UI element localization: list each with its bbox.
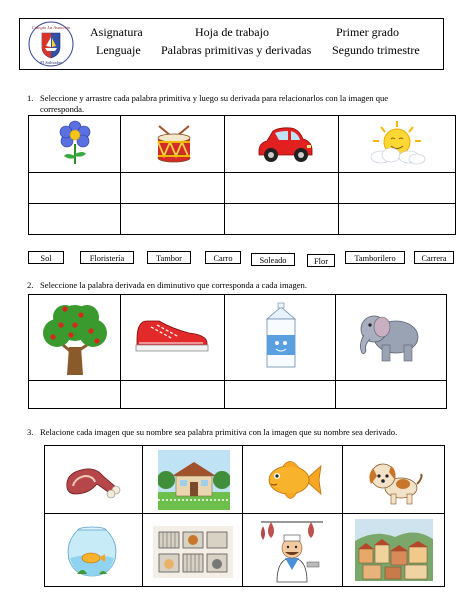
q3-cell-goldfish[interactable] xyxy=(243,446,343,514)
word-tile-tambor[interactable]: Tambor xyxy=(147,251,191,264)
q2-answer-cell[interactable] xyxy=(121,381,225,409)
school-logo xyxy=(28,21,74,67)
worksheet-label: Hoja de trabajo xyxy=(195,25,269,39)
q3-text: Relacione cada imagen que su nombre sea palabra primitiva con la imagen que su nombre sea derivado. xyxy=(40,427,398,437)
q1-drop-cell[interactable] xyxy=(29,204,121,235)
q1-drop-cell[interactable] xyxy=(121,204,225,235)
word-tile-floristeria[interactable]: Floristería xyxy=(80,251,134,264)
logo-bottom-text: El Salvador xyxy=(40,60,62,65)
word-tile-sol[interactable]: Sol xyxy=(28,251,64,264)
q2-number: 2. xyxy=(27,280,34,290)
fishbowl-image xyxy=(63,522,121,580)
q3-cell-butcher[interactable] xyxy=(243,514,343,587)
logo-top-text: Colegio La Asunción xyxy=(31,25,71,30)
q3-cell-house[interactable] xyxy=(143,446,243,514)
q2-text: Seleccione la palabra derivada en diminutivo que corresponda a cada imagen. xyxy=(40,280,308,290)
q1-drop-cell[interactable] xyxy=(339,204,456,235)
q1-cell-sun xyxy=(339,116,456,173)
q2-answer-cell[interactable] xyxy=(225,381,336,409)
q3-cell-meat[interactable] xyxy=(45,446,143,514)
town-image xyxy=(355,519,433,581)
pet-shop-image xyxy=(153,526,233,578)
q1-text-line1: Seleccione y arrastre cada palabra primitiva y luego su derivada para relacionarlos con la imagen que xyxy=(40,93,389,103)
drum-image xyxy=(153,122,195,164)
car-image xyxy=(255,121,315,167)
q2-cell-milk xyxy=(225,295,336,381)
q1-drop-cell[interactable] xyxy=(339,173,456,204)
q3-table xyxy=(44,445,445,587)
q1-table xyxy=(28,115,456,235)
q1-drop-cell[interactable] xyxy=(225,173,339,204)
word-tile-carro[interactable]: Carro xyxy=(205,251,241,264)
word-tile-flor[interactable]: Flor xyxy=(307,254,335,267)
flower-image xyxy=(57,120,93,166)
elephant-image xyxy=(354,305,426,365)
q2-cell-shoe xyxy=(121,295,225,381)
q1-drop-cell[interactable] xyxy=(225,204,339,235)
q1-cell-car xyxy=(225,116,339,173)
grade-label: Primer grado xyxy=(336,25,399,39)
q2-answer-cell[interactable] xyxy=(336,381,447,409)
q2-cell-elephant xyxy=(336,295,447,381)
puppy-image xyxy=(363,452,423,508)
q3-cell-fishbowl[interactable] xyxy=(45,514,143,587)
q2-table xyxy=(28,294,447,409)
q1-number: 1. xyxy=(27,93,34,103)
q1-cell-drum xyxy=(121,116,225,173)
tree-image xyxy=(41,301,109,377)
q2-answer-cell[interactable] xyxy=(29,381,121,409)
q2-cell-tree xyxy=(29,295,121,381)
meat-image xyxy=(61,460,123,500)
sun-image xyxy=(367,119,427,167)
goldfish-image xyxy=(263,452,323,508)
shoe-image xyxy=(133,315,211,355)
q3-number: 3. xyxy=(27,427,34,437)
worksheet-topic: Palabras primitivas y derivadas xyxy=(161,43,312,57)
q3-cell-pet-shop[interactable] xyxy=(143,514,243,587)
word-tile-soleado[interactable]: Soleado xyxy=(251,253,295,266)
word-tile-carrera[interactable]: Carrera xyxy=(414,251,454,264)
q1-text-line2: corresponda. xyxy=(40,104,85,114)
subject-value: Lenguaje xyxy=(96,43,141,57)
word-tile-tamborilero[interactable]: Tamborilero xyxy=(345,251,405,264)
q1-cell-flower xyxy=(29,116,121,173)
subject-label: Asignatura xyxy=(90,25,143,39)
butcher-image xyxy=(257,518,327,584)
house-image xyxy=(158,450,230,510)
q1-drop-cell[interactable] xyxy=(121,173,225,204)
q1-drop-cell[interactable] xyxy=(29,173,121,204)
milk-image xyxy=(263,301,299,371)
q3-cell-town[interactable] xyxy=(343,514,445,587)
term-label: Segundo trimestre xyxy=(332,43,420,57)
q3-cell-puppy[interactable] xyxy=(343,446,445,514)
